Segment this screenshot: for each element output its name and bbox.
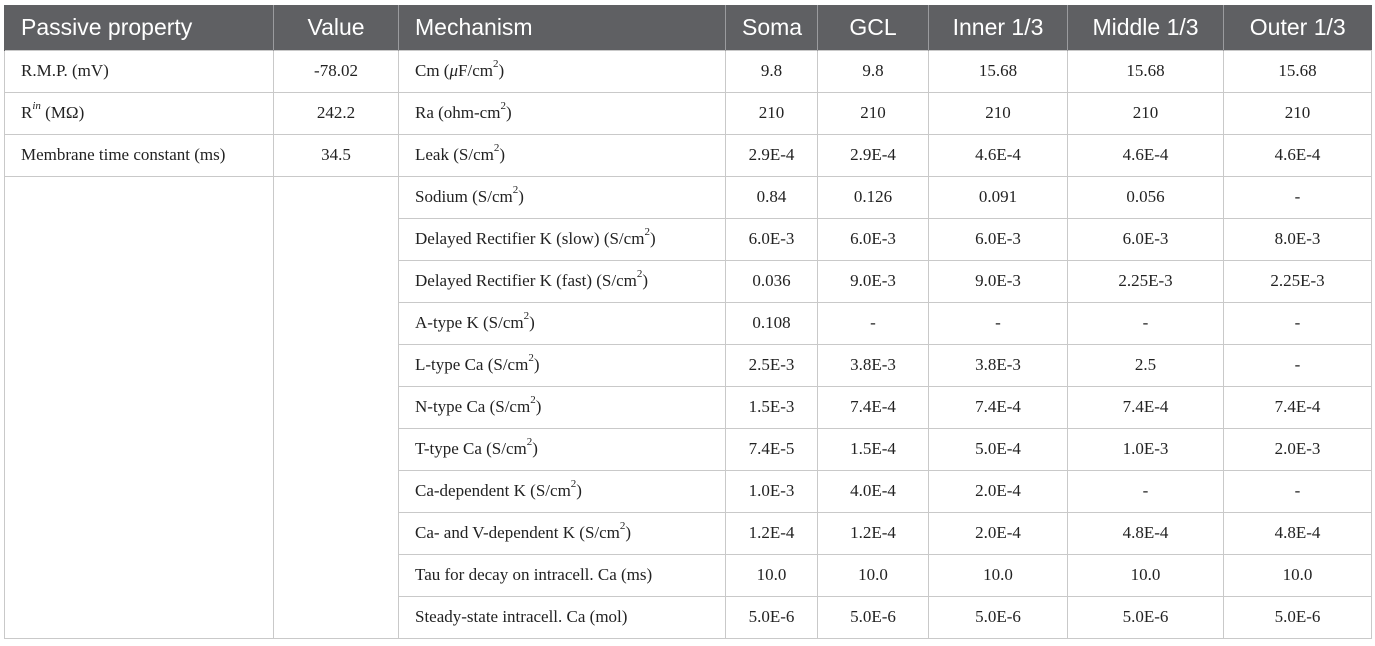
parameters-table bbox=[4, 5, 1372, 639]
mechanism-cell: L-type Ca $(S/cm^2)$ bbox=[399, 344, 726, 386]
soma-cell: 2.9E-4 bbox=[726, 134, 818, 176]
inner-third-cell: 2.0E-4 bbox=[929, 470, 1068, 512]
gcl-cell: 0.126 bbox=[818, 176, 929, 218]
passive-property-cell: Membrane time constant (ms) bbox=[5, 134, 274, 176]
gcl-cell: 10.0 bbox=[818, 554, 929, 596]
mechanism-cell: Steady-state intracell. Ca (mol) bbox=[399, 596, 726, 638]
outer-third-cell: 4.6E-4 bbox=[1224, 134, 1372, 176]
soma-cell: 9.8 bbox=[726, 50, 818, 92]
header-inner-third: Inner 1/3 bbox=[929, 5, 1068, 50]
middle-third-cell: 2.5 bbox=[1068, 344, 1224, 386]
header-passive-property: Passive property bbox=[5, 5, 274, 50]
inner-third-cell: 4.6E-4 bbox=[929, 134, 1068, 176]
passive-value-cell: 242.2 bbox=[274, 92, 399, 134]
gcl-cell: 7.4E-4 bbox=[818, 386, 929, 428]
soma-cell: 210 bbox=[726, 92, 818, 134]
gcl-cell: 3.8E-3 bbox=[818, 344, 929, 386]
mechanism-cell: Ca-dependent K $(S/cm^2)$ bbox=[399, 470, 726, 512]
table-row bbox=[5, 134, 1372, 176]
inner-third-cell: 6.0E-3 bbox=[929, 218, 1068, 260]
inner-third-cell: 15.68 bbox=[929, 50, 1068, 92]
empty-value-cell bbox=[274, 176, 399, 638]
outer-third-cell: 10.0 bbox=[1224, 554, 1372, 596]
middle-third-cell: 15.68 bbox=[1068, 50, 1224, 92]
table-container bbox=[4, 5, 1372, 639]
outer-third-cell: - bbox=[1224, 470, 1372, 512]
middle-third-cell: - bbox=[1068, 470, 1224, 512]
gcl-cell: 1.5E-4 bbox=[818, 428, 929, 470]
mechanism-cell: N-type Ca $(S/cm^2)$ bbox=[399, 386, 726, 428]
inner-third-cell: 5.0E-6 bbox=[929, 596, 1068, 638]
inner-third-cell: 5.0E-4 bbox=[929, 428, 1068, 470]
passive-property-cell: $R^{in}$ (MΩ) bbox=[5, 92, 274, 134]
mechanism-cell: A-type K $(S/cm^2)$ bbox=[399, 302, 726, 344]
soma-cell: 7.4E-5 bbox=[726, 428, 818, 470]
middle-third-cell: 10.0 bbox=[1068, 554, 1224, 596]
mechanism-cell: Ra $(ohm-cm^2)$ bbox=[399, 92, 726, 134]
outer-third-cell: 4.8E-4 bbox=[1224, 512, 1372, 554]
middle-third-cell: 1.0E-3 bbox=[1068, 428, 1224, 470]
gcl-cell: 9.8 bbox=[818, 50, 929, 92]
soma-cell: 6.0E-3 bbox=[726, 218, 818, 260]
outer-third-cell: 15.68 bbox=[1224, 50, 1372, 92]
inner-third-cell: 2.0E-4 bbox=[929, 512, 1068, 554]
mechanism-cell: Ca- and V-dependent K $(S/cm^2)$ bbox=[399, 512, 726, 554]
outer-third-cell: 2.0E-3 bbox=[1224, 428, 1372, 470]
soma-cell: 0.036 bbox=[726, 260, 818, 302]
header-middle-third: Middle 1/3 bbox=[1068, 5, 1224, 50]
header-soma: Soma bbox=[726, 5, 818, 50]
middle-third-cell: 5.0E-6 bbox=[1068, 596, 1224, 638]
middle-third-cell: 4.6E-4 bbox=[1068, 134, 1224, 176]
mechanism-cell: T-type Ca $(S/cm^2)$ bbox=[399, 428, 726, 470]
gcl-cell: - bbox=[818, 302, 929, 344]
outer-third-cell: 5.0E-6 bbox=[1224, 596, 1372, 638]
table-row bbox=[5, 176, 1372, 218]
outer-third-cell: 2.25E-3 bbox=[1224, 260, 1372, 302]
middle-third-cell: 6.0E-3 bbox=[1068, 218, 1224, 260]
gcl-cell: 9.0E-3 bbox=[818, 260, 929, 302]
middle-third-cell: 2.25E-3 bbox=[1068, 260, 1224, 302]
outer-third-cell: 8.0E-3 bbox=[1224, 218, 1372, 260]
header-row bbox=[5, 5, 1372, 50]
header-value: Value bbox=[274, 5, 399, 50]
passive-property-cell: R.M.P. (mV) bbox=[5, 50, 274, 92]
soma-cell: 1.2E-4 bbox=[726, 512, 818, 554]
mechanism-cell: Cm $(\mu F/cm^2)$ bbox=[399, 50, 726, 92]
mechanism-cell: Leak $(S/cm^2)$ bbox=[399, 134, 726, 176]
outer-third-cell: - bbox=[1224, 302, 1372, 344]
table-row bbox=[5, 92, 1372, 134]
table-row bbox=[5, 50, 1372, 92]
middle-third-cell: 7.4E-4 bbox=[1068, 386, 1224, 428]
header-outer-third: Outer 1/3 bbox=[1224, 5, 1372, 50]
mechanism-cell: Sodium $(S/cm^2)$ bbox=[399, 176, 726, 218]
inner-third-cell: 0.091 bbox=[929, 176, 1068, 218]
gcl-cell: 5.0E-6 bbox=[818, 596, 929, 638]
gcl-cell: 210 bbox=[818, 92, 929, 134]
middle-third-cell: - bbox=[1068, 302, 1224, 344]
passive-value-cell: 34.5 bbox=[274, 134, 399, 176]
gcl-cell: 1.2E-4 bbox=[818, 512, 929, 554]
soma-cell: 0.108 bbox=[726, 302, 818, 344]
middle-third-cell: 210 bbox=[1068, 92, 1224, 134]
outer-third-cell: - bbox=[1224, 344, 1372, 386]
middle-third-cell: 4.8E-4 bbox=[1068, 512, 1224, 554]
gcl-cell: 2.9E-4 bbox=[818, 134, 929, 176]
soma-cell: 2.5E-3 bbox=[726, 344, 818, 386]
outer-third-cell: 210 bbox=[1224, 92, 1372, 134]
outer-third-cell: 7.4E-4 bbox=[1224, 386, 1372, 428]
soma-cell: 1.0E-3 bbox=[726, 470, 818, 512]
inner-third-cell: 3.8E-3 bbox=[929, 344, 1068, 386]
inner-third-cell: 210 bbox=[929, 92, 1068, 134]
soma-cell: 1.5E-3 bbox=[726, 386, 818, 428]
gcl-cell: 6.0E-3 bbox=[818, 218, 929, 260]
gcl-cell: 4.0E-4 bbox=[818, 470, 929, 512]
inner-third-cell: 9.0E-3 bbox=[929, 260, 1068, 302]
inner-third-cell: - bbox=[929, 302, 1068, 344]
soma-cell: 10.0 bbox=[726, 554, 818, 596]
soma-cell: 0.84 bbox=[726, 176, 818, 218]
mechanism-cell: Delayed Rectifier K (slow) $(S/cm^2)$ bbox=[399, 218, 726, 260]
passive-value-cell: -78.02 bbox=[274, 50, 399, 92]
inner-third-cell: 7.4E-4 bbox=[929, 386, 1068, 428]
empty-passive-cell bbox=[5, 176, 274, 638]
middle-third-cell: 0.056 bbox=[1068, 176, 1224, 218]
mechanism-cell: Delayed Rectifier K (fast) $(S/cm^2)$ bbox=[399, 260, 726, 302]
inner-third-cell: 10.0 bbox=[929, 554, 1068, 596]
header-mechanism: Mechanism bbox=[399, 5, 726, 50]
header-gcl: GCL bbox=[818, 5, 929, 50]
outer-third-cell: - bbox=[1224, 176, 1372, 218]
mechanism-cell: Tau for decay on intracell. Ca (ms) bbox=[399, 554, 726, 596]
soma-cell: 5.0E-6 bbox=[726, 596, 818, 638]
